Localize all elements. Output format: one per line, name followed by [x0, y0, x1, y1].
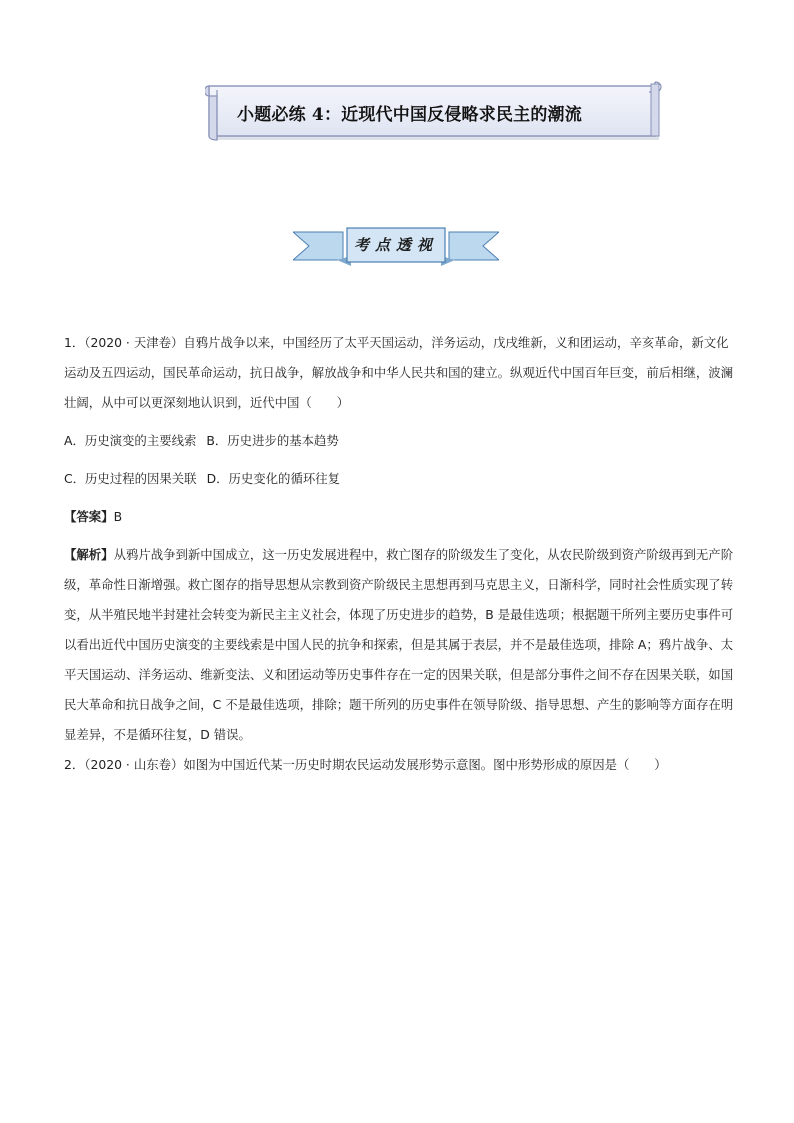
answer-line — [64, 502, 736, 532]
page-title: 小题必练 4：近现代中国反侵略求民主的潮流 — [237, 105, 582, 125]
answer-value: B — [113, 509, 123, 524]
analysis-paragraph — [64, 540, 736, 750]
analysis-text: 从鸦片战争到新中国成立，这一历史发展进程中，救亡图存的阶级发生了变化，从农民阶级到资产阶级再到无产阶级，革命性日渐增强。救亡图存的指导思想从宗教到资产阶级民主思想再到马克思主义，日渐科学，同时社会性质实现了转变，从半殖民地半封建社会转变为新民主主义社会，体现了历史进步的趋势，B 是最佳选项；根据题干所列主要历史事件可以看出近代中国历史演变的主要线索是中国人民的抗争和探索，但是其属于表层，并不是最佳选项，排除 A；鸦片战争、太平天国运动、洋务运动、维新变法、义和团运动等历史事件存在一定的因果关联，但是部分事件之间不存在因果关联，如国民大革命和抗日战争之间，C 不是最佳选项，排除；题干所列的历史事件在领导阶级、指导思想、产生的影响等方面存在明显差异，不是循环往复，D 错误。 — [64, 547, 734, 742]
option-c: C．历史过程的因果关联 — [64, 471, 197, 486]
question-1-stem: 1．（2020 · 天津卷）自鸦片战争以来，中国经历了太平天国运动，洋务运动，戊戌维新，义和团运动，辛亥革命，新文化运动及五四运动，国民革命运动，抗日战争，解放战争和中华人民共和国的建立。纵观近代中国百年巨变，前后相继，波澜壮阔，从中可以更深刻地认识到，近代中国（ ） — [64, 335, 734, 410]
question-2-stem: 2．（2020 · 山东卷）如图为中国近代某一历史时期农民运动发展形势示意图。图中形势形成的原因是（ ） — [64, 757, 667, 772]
analysis-label: 【解析】 — [64, 547, 114, 562]
question-1-options-cd — [64, 464, 736, 494]
title-banner — [205, 80, 665, 144]
section-ribbon — [293, 226, 499, 266]
question-1-options-ab — [64, 426, 736, 456]
question-content — [64, 328, 736, 780]
section-label: 考点透视 — [353, 236, 438, 254]
option-d: D．历史变化的循环往复 — [206, 471, 341, 486]
option-b: B．历史进步的基本趋势 — [206, 433, 339, 448]
option-a: A．历史演变的主要线索 — [64, 433, 197, 448]
answer-label: 【答案】 — [64, 509, 114, 524]
